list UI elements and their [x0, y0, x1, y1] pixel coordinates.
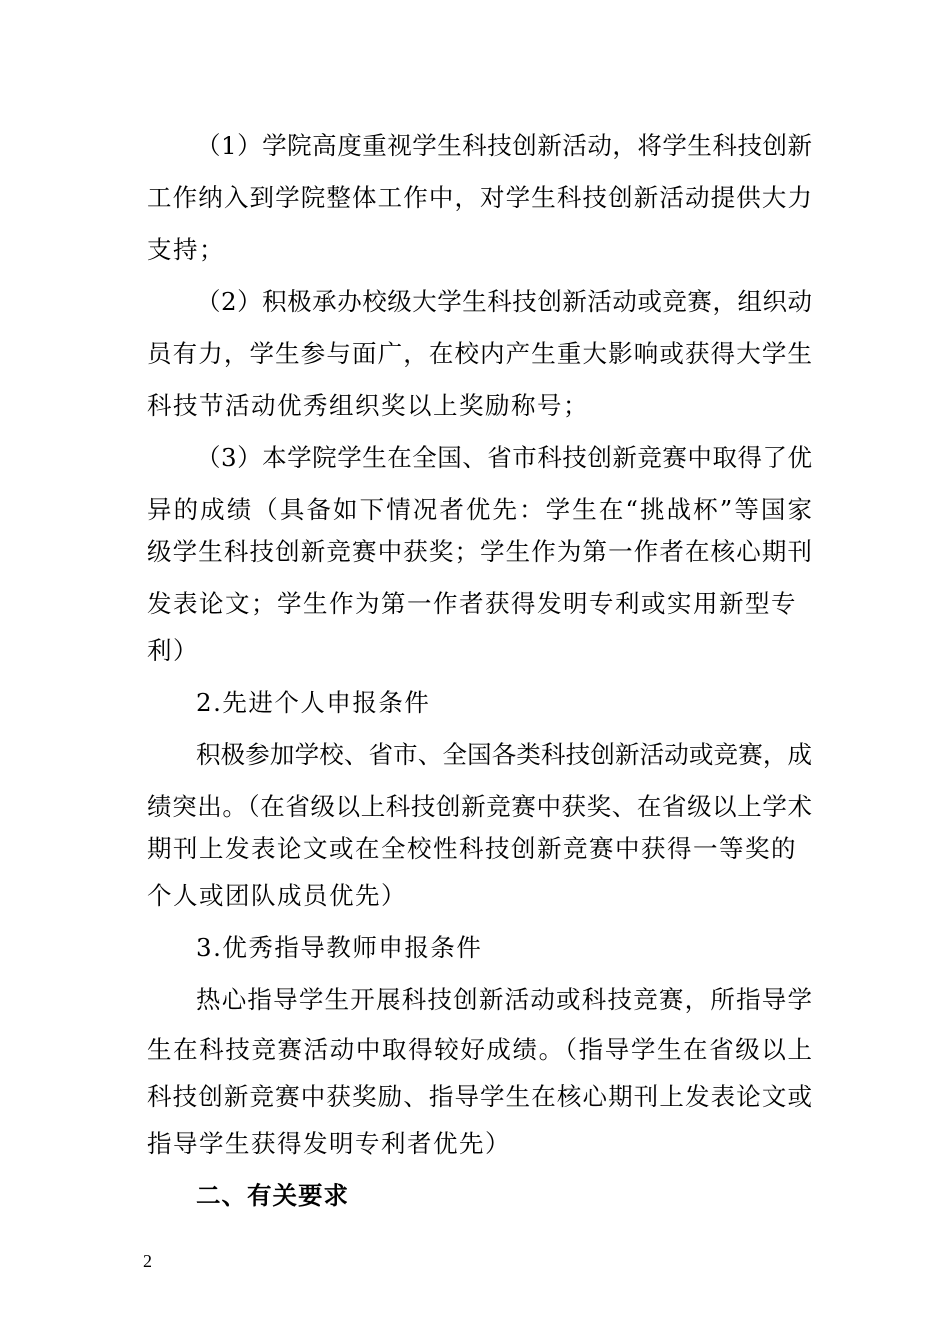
section-heading: 二、有关要求 [196, 1181, 349, 1210]
paragraph-line: （1）学院高度重视学生科技创新活动，将学生科技创新 [196, 131, 812, 160]
paragraph-line: 科技节活动优秀组织奖以上奖励称号； [147, 391, 589, 420]
paragraph-line: 积极参加学校、省市、全国各类科技创新活动或竞赛，成 [196, 740, 812, 769]
paragraph-line: 异的成绩（具备如下情况者优先：学生在“挑战杯”等国家 [147, 495, 812, 524]
paragraph-line: 期刊上发表论文或在全校性科技创新竞赛中获得一等奖的 [147, 834, 797, 863]
paragraph-line: 工作纳入到学院整体工作中，对学生科技创新活动提供大力 [147, 183, 812, 212]
paragraph-line: 发表论文；学生作为第一作者获得发明专利或实用新型专 [147, 589, 797, 618]
paragraph-line: 个人或团队成员优先） [147, 881, 407, 910]
section-subheading: 3.优秀指导教师申报条件 [196, 933, 483, 962]
page-number: 2 [143, 1251, 152, 1271]
paragraph-line: 级学生科技创新竞赛中获奖；学生作为第一作者在核心期刊 [147, 537, 812, 566]
paragraph-line: 支持； [147, 235, 225, 264]
paragraph-line: 指导学生获得发明专利者优先） [147, 1129, 511, 1158]
section-subheading: 2.先进个人申报条件 [196, 688, 431, 717]
paragraph-line: 员有力，学生参与面广，在校内产生重大影响或获得大学生 [147, 339, 812, 368]
paragraph-line: 利） [147, 636, 199, 665]
paragraph-line: （3）本学院学生在全国、省市科技创新竞赛中取得了优 [196, 443, 812, 472]
paragraph-line: 绩突出。（在省级以上科技创新竞赛中获奖、在省级以上学术 [147, 792, 812, 821]
paragraph-line: 热心指导学生开展科技创新活动或科技竞赛，所指导学 [196, 985, 812, 1014]
paragraph-line: 科技创新竞赛中获奖励、指导学生在核心期刊上发表论文或 [147, 1082, 812, 1111]
paragraph-line: （2）积极承办校级大学生科技创新活动或竞赛，组织动 [196, 287, 812, 316]
paragraph-line: 生在科技竞赛活动中取得较好成绩。（指导学生在省级以上 [147, 1035, 812, 1064]
